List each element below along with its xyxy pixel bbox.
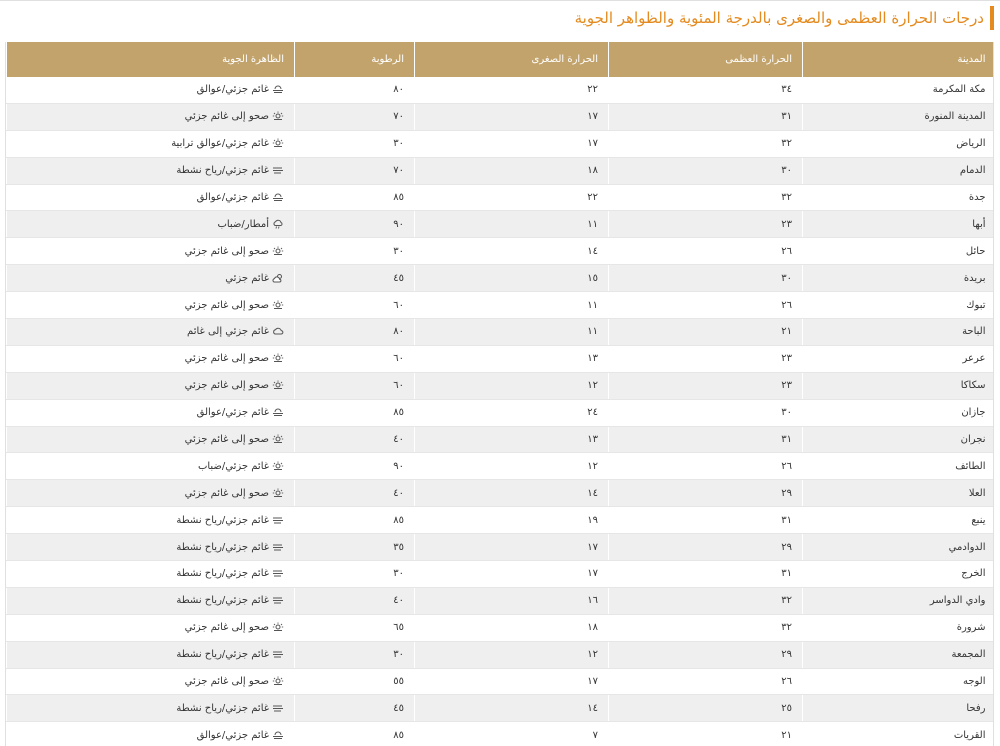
cell-min-temp: ١٣: [415, 426, 609, 453]
cell-humidity: ٣٠: [295, 238, 415, 265]
table-body: [7, 77, 995, 746]
weather-text: صحو إلى غائم جزئي: [184, 299, 269, 311]
table-row: [7, 130, 995, 157]
cell-city: الرياض: [803, 130, 995, 157]
cell-humidity: ٣٠: [295, 561, 415, 588]
cell-city: شرورة: [803, 614, 995, 641]
partly-cloudy-icon: [272, 273, 284, 283]
table-row: [7, 426, 995, 453]
cell-humidity: ٨٠: [295, 319, 415, 346]
table-row: [7, 614, 995, 641]
cell-humidity: ٦٠: [295, 345, 415, 372]
cell-max-temp: ٢٦: [609, 668, 803, 695]
cell-city: بريدة: [803, 265, 995, 292]
weather-text: صحو إلى غائم جزئي: [184, 111, 269, 123]
cell-city: الدمام: [803, 157, 995, 184]
cell-weather: [7, 345, 295, 372]
page-title: درجات الحرارة العظمى والصغرى بالدرجة المئوية والظواهر الجوية: [574, 9, 984, 27]
cell-max-temp: ٢١: [609, 722, 803, 746]
weather-text: صحو إلى غائم جزئي: [184, 380, 269, 392]
cell-city: ينبع: [803, 507, 995, 534]
cell-max-temp: ٣٢: [609, 184, 803, 211]
cell-max-temp: ٢٩: [609, 480, 803, 507]
cell-city: العلا: [803, 480, 995, 507]
sun-cloud-icon: [272, 138, 284, 148]
table-row: [7, 157, 995, 184]
weather-text: غائم جزئي/عوالق: [196, 192, 269, 203]
wind-icon: [272, 703, 284, 713]
wind-icon: [272, 595, 284, 605]
cell-city: جدة: [803, 184, 995, 211]
sun-cloud-icon: [272, 380, 284, 390]
wind-icon: [272, 165, 284, 175]
wind-icon: [272, 515, 284, 525]
weather-text: غائم جزئي/عوالق: [196, 407, 269, 419]
cell-city: رفحا: [803, 695, 995, 722]
weather-text: غائم جزئي/رياح نشطة: [176, 165, 269, 177]
sun-cloud-icon: [272, 111, 284, 121]
cell-max-temp: ٣٢: [609, 130, 803, 157]
table-row: [7, 722, 995, 746]
sun-cloud-icon: [272, 488, 284, 498]
table-row: [7, 211, 995, 238]
section-header: [575, 6, 994, 30]
cell-humidity: ٤٠: [295, 587, 415, 614]
cell-city: عرعر: [803, 345, 995, 372]
cell-min-temp: ١٧: [415, 534, 609, 561]
table-row: [7, 695, 995, 722]
cell-weather: [7, 453, 295, 480]
cell-max-temp: ٣٢: [609, 614, 803, 641]
weather-text: غائم جزئي/عوالق ترابية: [171, 138, 269, 150]
weather-text: صحو إلى غائم جزئي: [184, 353, 269, 365]
cell-humidity: ٨٥: [295, 722, 415, 746]
haze-icon: [272, 730, 284, 740]
header-city: المدينة: [803, 42, 995, 77]
table-row: [7, 453, 995, 480]
weather-text: غائم جزئي/رياح نشطة: [176, 702, 269, 714]
weather-text: غائم جزئي/عوالق: [196, 729, 269, 741]
cell-max-temp: ٣٠: [609, 399, 803, 426]
table-row: [7, 265, 995, 292]
sun-cloud-icon: [272, 622, 284, 632]
cell-weather: [7, 641, 295, 668]
cell-weather: [7, 399, 295, 426]
cell-weather: [7, 211, 295, 238]
cloud-icon: [272, 326, 284, 336]
cell-weather: [7, 722, 295, 746]
wind-icon: [272, 542, 284, 552]
cell-weather: [7, 265, 295, 292]
cell-weather: [7, 480, 295, 507]
cell-min-temp: ٢٢: [415, 77, 609, 103]
table-row: [7, 561, 995, 588]
cell-max-temp: ٢٣: [609, 211, 803, 238]
cell-city: مكة المكرمة: [803, 77, 995, 103]
cell-min-temp: ١٨: [415, 157, 609, 184]
sun-cloud-icon: [272, 246, 284, 256]
weather-text: غائم جزئي/رياح نشطة: [176, 541, 269, 553]
cell-city: وادي الدواسر: [803, 587, 995, 614]
cell-city: نجران: [803, 426, 995, 453]
cell-weather: [7, 238, 295, 265]
cell-min-temp: ١٤: [415, 238, 609, 265]
weather-text: غائم جزئي/رياح نشطة: [176, 568, 269, 580]
cell-max-temp: ٣٤: [609, 77, 803, 103]
cell-max-temp: ٢٥: [609, 695, 803, 722]
table-row: [7, 587, 995, 614]
weather-text: غائم جزئي/رياح نشطة: [176, 595, 269, 607]
cell-weather: [7, 534, 295, 561]
haze-icon: [272, 84, 284, 94]
table-row: [7, 507, 995, 534]
cell-humidity: ٧٠: [295, 103, 415, 130]
cell-weather: [7, 292, 295, 319]
cell-max-temp: ٢٩: [609, 534, 803, 561]
header-max-temp: الحرارة العظمى: [609, 42, 803, 77]
table-row: [7, 668, 995, 695]
table-row: [7, 399, 995, 426]
cell-city: الوجه: [803, 668, 995, 695]
haze-icon: [272, 407, 284, 417]
table-row: [7, 345, 995, 372]
weather-text: صحو إلى غائم جزئي: [184, 434, 269, 446]
cell-weather: [7, 157, 295, 184]
cell-city: حائل: [803, 238, 995, 265]
cell-humidity: ٨٥: [295, 507, 415, 534]
cell-min-temp: ١٥: [415, 265, 609, 292]
cell-min-temp: ١١: [415, 211, 609, 238]
table-row: [7, 480, 995, 507]
weather-table-container: [5, 42, 994, 746]
sun-cloud-icon: [272, 300, 284, 310]
sun-cloud-icon: [272, 353, 284, 363]
cell-humidity: ٤٥: [295, 695, 415, 722]
weather-text: صحو إلى غائم جزئي: [184, 487, 269, 499]
cell-min-temp: ١٩: [415, 507, 609, 534]
cell-weather: [7, 130, 295, 157]
table-row: [7, 292, 995, 319]
cell-min-temp: ١٨: [415, 614, 609, 641]
cell-max-temp: ٣١: [609, 426, 803, 453]
cell-weather: [7, 668, 295, 695]
cell-min-temp: ١٧: [415, 103, 609, 130]
weather-text: غائم جزئي: [225, 272, 269, 284]
weather-text: غائم جزئي/ضباب: [197, 460, 269, 472]
cell-min-temp: ١١: [415, 292, 609, 319]
cell-humidity: ٦٠: [295, 292, 415, 319]
cell-humidity: ٥٥: [295, 668, 415, 695]
wind-icon: [272, 649, 284, 659]
cell-humidity: ٩٠: [295, 211, 415, 238]
cell-max-temp: ٢٩: [609, 641, 803, 668]
cell-min-temp: ١٢: [415, 641, 609, 668]
cell-weather: [7, 561, 295, 588]
table-row: [7, 184, 995, 211]
cell-weather: [7, 103, 295, 130]
cell-humidity: ٦٠: [295, 372, 415, 399]
cell-max-temp: ٣٠: [609, 265, 803, 292]
cell-min-temp: ١٧: [415, 130, 609, 157]
cell-max-temp: ٣١: [609, 103, 803, 130]
table-row: [7, 372, 995, 399]
cell-min-temp: ١٤: [415, 695, 609, 722]
cell-max-temp: ٢٦: [609, 292, 803, 319]
weather-text: غائم جزئي/عوالق: [196, 84, 269, 96]
cell-humidity: ٨٠: [295, 77, 415, 103]
cell-weather: [7, 587, 295, 614]
cell-min-temp: ٢٢: [415, 184, 609, 211]
cell-max-temp: ٢٦: [609, 453, 803, 480]
table-row: [7, 77, 995, 103]
table-row: [7, 103, 995, 130]
cell-min-temp: ٢٤: [415, 399, 609, 426]
cell-city: أبها: [803, 211, 995, 238]
cell-min-temp: ١١: [415, 319, 609, 346]
top-divider: [0, 0, 1000, 1]
cell-humidity: ٨٥: [295, 184, 415, 211]
cell-min-temp: ١٣: [415, 345, 609, 372]
sun-cloud-icon: [272, 676, 284, 686]
weather-table: [6, 42, 994, 746]
cell-humidity: ٣٠: [295, 641, 415, 668]
cell-max-temp: ٢٦: [609, 238, 803, 265]
cell-city: الدوادمي: [803, 534, 995, 561]
cell-min-temp: ١٧: [415, 668, 609, 695]
weather-text: غائم جزئي إلى غائم: [187, 326, 269, 338]
table-row: [7, 534, 995, 561]
cell-min-temp: ١٧: [415, 561, 609, 588]
cell-humidity: ٤٥: [295, 265, 415, 292]
cell-city: الباحة: [803, 319, 995, 346]
cell-min-temp: ١٢: [415, 372, 609, 399]
cell-city: المدينة المنورة: [803, 103, 995, 130]
cell-weather: [7, 507, 295, 534]
cell-city: الخرج: [803, 561, 995, 588]
cell-weather: [7, 614, 295, 641]
weather-text: غائم جزئي/رياح نشطة: [176, 649, 269, 661]
cell-humidity: ٧٠: [295, 157, 415, 184]
wind-icon: [272, 568, 284, 578]
cell-city: القريات: [803, 722, 995, 746]
cell-city: جازان: [803, 399, 995, 426]
header-weather: الظاهرة الجوية: [7, 42, 295, 77]
cell-humidity: ٦٥: [295, 614, 415, 641]
cell-city: سكاكا: [803, 372, 995, 399]
cell-weather: [7, 77, 295, 103]
cell-max-temp: ٣١: [609, 561, 803, 588]
cell-max-temp: ٣٢: [609, 587, 803, 614]
cell-max-temp: ٢٣: [609, 345, 803, 372]
title-accent-bar: [990, 6, 994, 30]
cell-min-temp: ١٤: [415, 480, 609, 507]
table-header-row: [7, 42, 995, 77]
weather-text: أمطار/ضباب: [217, 218, 269, 230]
header-humidity: الرطوبة: [295, 42, 415, 77]
sun-cloud-icon: [272, 461, 284, 471]
cell-weather: [7, 695, 295, 722]
weather-text: غائم جزئي/رياح نشطة: [176, 514, 269, 526]
cell-city: تبوك: [803, 292, 995, 319]
cell-humidity: ٩٠: [295, 453, 415, 480]
cell-weather: [7, 426, 295, 453]
table-row: [7, 319, 995, 346]
table-row: [7, 641, 995, 668]
cell-weather: [7, 184, 295, 211]
cell-humidity: ٤٠: [295, 426, 415, 453]
cell-max-temp: ٣٠: [609, 157, 803, 184]
cell-city: المجمعة: [803, 641, 995, 668]
cell-humidity: ٤٠: [295, 480, 415, 507]
cell-min-temp: ٧: [415, 722, 609, 746]
cell-max-temp: ٣١: [609, 507, 803, 534]
cell-weather: [7, 372, 295, 399]
weather-text: صحو إلى غائم جزئي: [184, 245, 269, 257]
cell-humidity: ٣٠: [295, 130, 415, 157]
weather-text: صحو إلى غائم جزئي: [184, 676, 269, 688]
cell-city: الطائف: [803, 453, 995, 480]
cell-max-temp: ٢٣: [609, 372, 803, 399]
cell-min-temp: ١٦: [415, 587, 609, 614]
cell-humidity: ٨٥: [295, 399, 415, 426]
header-min-temp: الحرارة الصغرى: [415, 42, 609, 77]
table-row: [7, 238, 995, 265]
cell-max-temp: ٢١: [609, 319, 803, 346]
sun-cloud-icon: [272, 434, 284, 444]
rain-cloud-icon: [272, 219, 284, 229]
cell-humidity: ٣٥: [295, 534, 415, 561]
cell-min-temp: ١٢: [415, 453, 609, 480]
haze-icon: [272, 192, 284, 202]
weather-text: صحو إلى غائم جزئي: [184, 622, 269, 634]
cell-weather: [7, 319, 295, 346]
